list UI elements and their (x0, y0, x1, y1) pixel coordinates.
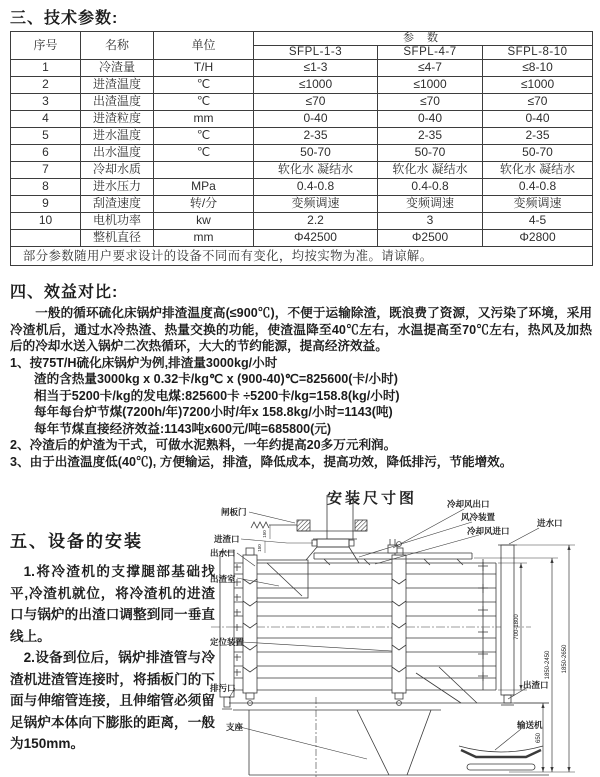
section5-para2: 2.设备到位后，锅炉排渣管与冷渣机进渣管连接时，将插板门的下面与伸缩管连接，且伸缩管必须留足锅炉本体向下膨胀的距离，一般为150mm。 (10, 650, 215, 751)
row-val-3: ≤1000 (483, 76, 593, 93)
section4-calc-line: 渣的含热量3000kg x 0.32卡/kg℃ x (900-40)℃=825600(卡/小时) (34, 372, 398, 386)
row-val-2: ≤4-7 (378, 59, 483, 76)
section4-calc-line: 每年每台炉节煤(7200h/年)7200小时/年x 158.8kg/小时=1143(吨) (34, 405, 393, 419)
row-val-3: 2-35 (483, 127, 593, 144)
row-val-1: 0.4-0.8 (254, 178, 378, 195)
table-row (11, 76, 593, 93)
row-unit (154, 161, 254, 178)
row-unit: ℃ (154, 76, 254, 93)
params-table-body (11, 59, 593, 246)
row-val-2: 变频调速 (378, 195, 483, 212)
row-unit: ℃ (154, 127, 254, 144)
row-val-1: ≤1-3 (254, 59, 378, 76)
row-name: 冷却水质 (81, 161, 154, 178)
col-header-model-2: SFPL-4-7 (378, 45, 483, 59)
row-name: 刮渣速度 (81, 195, 154, 212)
row-name: 进水压力 (81, 178, 154, 195)
section4-calc-line: 相当于5200卡/kg的发电煤:825600卡 ÷5200卡/kg=158.8(kg/小时) (34, 388, 400, 403)
row-val-2: 50-70 (378, 144, 483, 161)
row-val-1: ≤70 (254, 93, 378, 110)
section4-item3: 3、由于出渣温度低(40℃), 方便输运，排渣，降低成本，提高功效，降低排污，节能增效。 (10, 454, 513, 469)
row-name: 整机直径 (81, 229, 154, 246)
row-name: 出渣温度 (81, 93, 154, 110)
row-name: 冷渣量 (81, 59, 154, 76)
support-base-label: 支座 (226, 722, 244, 732)
section5-para1: 1.将冷渣机的支撑腿部基础找平,冷渣机就位，将冷渣机的进渣口与锅炉的出渣口调整到同一垂直线上。 (10, 564, 215, 644)
row-val-3: 50-70 (483, 144, 593, 161)
row-no (11, 229, 81, 246)
row-unit: ℃ (154, 144, 254, 161)
row-val-1: 2.2 (254, 212, 378, 229)
row-val-2: 3 (378, 212, 483, 229)
section3-heading: 三、技术参数: (10, 10, 119, 27)
row-val-1: 变频调速 (254, 195, 378, 212)
section4 (10, 279, 592, 470)
row-val-3: 0-40 (483, 110, 593, 127)
table-footnote: 部分参数随用户要求设计的设备不同而有变化，均按实物为准。请谅解。 (11, 246, 593, 265)
cooling-air-outlet-label: 冷却风出口 (447, 499, 490, 509)
row-unit: T/H (154, 59, 254, 76)
cooling-air-inlet-label: 冷却风进口 (467, 526, 510, 536)
dim-expansion-b: 150 (257, 544, 262, 552)
table-row (11, 178, 593, 195)
row-val-1: 50-70 (254, 144, 378, 161)
table-row (11, 195, 593, 212)
row-val-2: ≤1000 (378, 76, 483, 93)
row-val-3: 软化水 凝结水 (483, 161, 593, 178)
row-unit: ℃ (154, 93, 254, 110)
section4-item1: 1、按75T/H硫化床锅炉为例,排渣量3000kg/小时 (10, 355, 278, 370)
params-table-foot (11, 246, 593, 265)
section5 (10, 527, 215, 755)
table-row (11, 127, 593, 144)
table-row (11, 144, 593, 161)
row-val-2: 0.4-0.8 (378, 178, 483, 195)
dim-expansion-a: 150 (262, 530, 267, 538)
row-unit: 转/分 (154, 195, 254, 212)
drain-outlet-label: 排污口 (210, 683, 236, 693)
slag-chamber-label: 出渣室 (210, 574, 236, 584)
row-no: 4 (11, 110, 81, 127)
col-header-unit: 单位 (154, 32, 254, 60)
table-row (11, 212, 593, 229)
row-no: 2 (11, 76, 81, 93)
section4-heading: 四、效益对比: (10, 284, 119, 301)
water-outlet-label: 出水口 (210, 548, 236, 558)
row-name: 进渣温度 (81, 76, 154, 93)
row-name: 电机功率 (81, 212, 154, 229)
row-val-3: 4-5 (483, 212, 593, 229)
table-footnote-row (11, 246, 593, 265)
col-header-model-3: SFPL-8-10 (483, 45, 593, 59)
water-inlet-label: 进水口 (537, 518, 563, 528)
table-row (11, 59, 593, 76)
row-val-1: 0-40 (254, 110, 378, 127)
row-val-3: ≤8-10 (483, 59, 593, 76)
params-table-head (11, 32, 593, 60)
row-val-3: 0.4-0.8 (483, 178, 593, 195)
row-val-1: 2-35 (254, 127, 378, 144)
table-header-row (11, 32, 593, 46)
section4-calc-line: 每年节煤直接经济效益:1143吨x600元/吨=685800(元) (34, 421, 332, 436)
section4-item2: 2、冷渣后的炉渣为干式，可做水泥熟料，一年约提高20多万元利润。 (10, 438, 397, 452)
col-header-model-1: SFPL-1-3 (254, 45, 378, 59)
table-row (11, 93, 593, 110)
row-no: 9 (11, 195, 81, 212)
row-unit: mm (154, 110, 254, 127)
section4-intro: 一般的循环硫化床锅炉排渣温度高(≤900℃)，不便于运输除渣，既浪费了资源，又污染了环境，采用冷渣机后，通过水冷热渣、热量交换的功能，使渣温降至40℃左右，水温提高至70℃左右，热风及加热后的冷却水送入锅炉二次热循环，大大的节约能源，提高经济效益。 (10, 306, 592, 353)
row-unit: mm (154, 229, 254, 246)
col-header-name: 名称 (81, 32, 154, 60)
row-no: 10 (11, 212, 81, 229)
row-no: 5 (11, 127, 81, 144)
section5-heading: 五、设备的安装 (10, 532, 143, 551)
dim-conveyor-height: 650 (536, 732, 542, 744)
row-no: 7 (11, 161, 81, 178)
diagram-title: 安装尺寸图 (327, 490, 418, 507)
table-row (11, 110, 593, 127)
row-unit: kw (154, 212, 254, 229)
row-no: 3 (11, 93, 81, 110)
row-unit: MPa (154, 178, 254, 195)
row-val-2: Φ2500 (378, 229, 483, 246)
row-val-2: 0-40 (378, 110, 483, 127)
installation-drawing (208, 487, 595, 777)
row-val-2: 2-35 (378, 127, 483, 144)
row-no: 6 (11, 144, 81, 161)
row-name: 进水温度 (81, 127, 154, 144)
row-val-2: 软化水 凝结水 (378, 161, 483, 178)
table-row (11, 161, 593, 178)
dim-drum-height: 700-1800 (514, 614, 520, 640)
row-name: 进渣粒度 (81, 110, 154, 127)
dim-mid-height: 1850-2450 (545, 650, 551, 680)
row-val-1: Φ42500 (254, 229, 378, 246)
col-header-no: 序号 (11, 32, 81, 60)
row-val-3: ≤70 (483, 93, 593, 110)
dim-outer-height: 1850-2650 (562, 644, 568, 674)
bottom-area (10, 487, 592, 777)
installation-diagram (208, 487, 595, 777)
slag-inlet-label: 进渣口 (214, 534, 240, 544)
row-no: 1 (11, 59, 81, 76)
row-val-3: 变频调速 (483, 195, 593, 212)
row-name: 出水温度 (81, 144, 154, 161)
slag-outlet-label: 出渣口 (523, 680, 549, 690)
row-val-3: Φ2800 (483, 229, 593, 246)
table-row (11, 229, 593, 246)
tech-params-table (10, 31, 593, 266)
air-cooling-device-label: 风冷装置 (461, 512, 496, 522)
row-no: 8 (11, 178, 81, 195)
positioning-device-label: 定位装置 (210, 637, 245, 647)
row-val-2: ≤70 (378, 93, 483, 110)
conveyor-label: 输送机 (517, 720, 543, 730)
leader-lines (229, 509, 539, 759)
col-header-params: 参 数 (254, 32, 593, 46)
gate-door-label: 闸板门 (221, 507, 247, 517)
row-val-1: ≤1000 (254, 76, 378, 93)
row-val-1: 软化水 凝结水 (254, 161, 378, 178)
